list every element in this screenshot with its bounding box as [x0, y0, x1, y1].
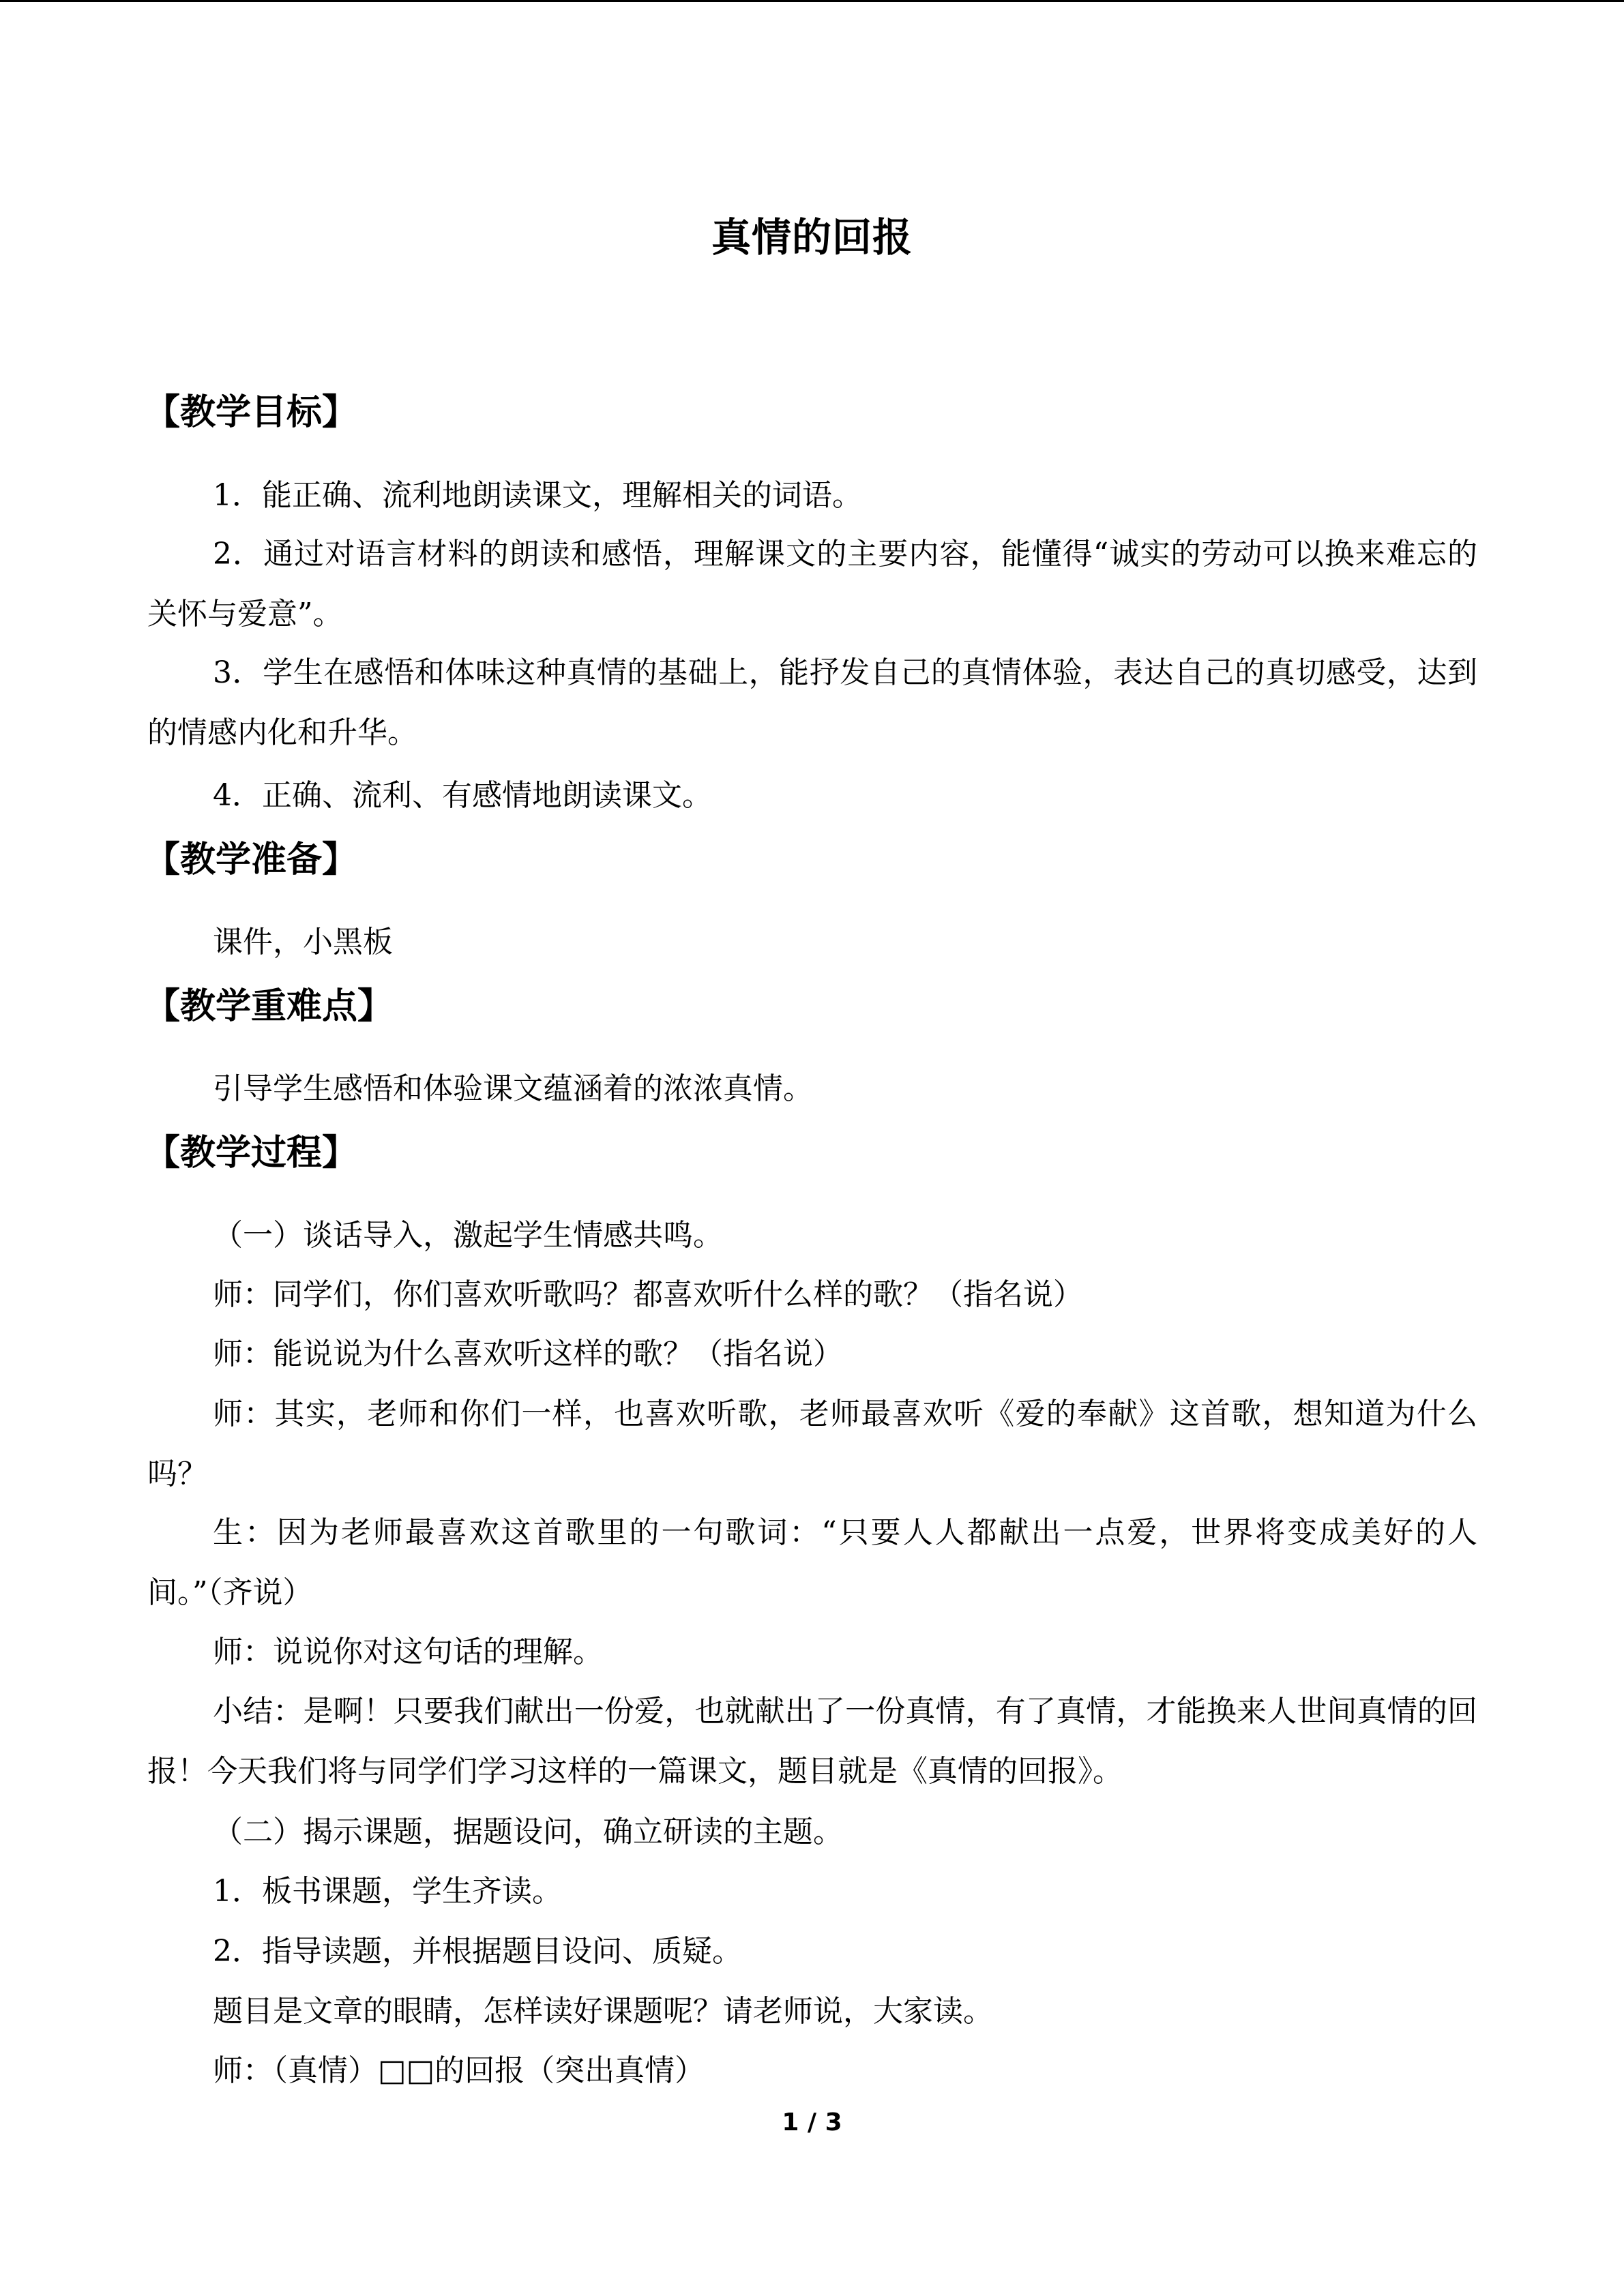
paragraph: 师：（真情）□□的回报（突出真情）	[213, 2053, 705, 2088]
paragraph: 题目是文章的眼睛，怎样读好课题呢？请老师说，大家读。	[213, 1994, 993, 2029]
paragraph: 1．板书课题，学生齐读。	[213, 1874, 562, 1909]
paragraph: 师：能说说为什么喜欢听这样的歌？（指名说）	[213, 1337, 843, 1371]
paragraph: 师：说说你对这句话的理解。	[213, 1635, 603, 1669]
page-number: 1 / 3	[782, 2108, 842, 2136]
paragraph: （二）揭示课题，据题设问，确立研读的主题。	[213, 1815, 843, 1849]
paragraph: 师：同学们，你们喜欢听歌吗？都喜欢听什么样的歌？（指名说）	[213, 1277, 1083, 1312]
paragraph: 引导学生感悟和体验课文蕴涵着的浓浓真情。	[213, 1071, 813, 1106]
document-title: 真情的回报	[711, 214, 913, 260]
paragraph: 4．正确、流利、有感情地朗读课文。	[213, 778, 712, 813]
paragraph: 3．学生在感悟和体味这种真情的基础上，能抒发自己的真情体验，表达自己的真切感受，达到的情感内化和升华。	[147, 655, 1477, 750]
paragraph: （一）谈话导入，激起学生情感共鸣。	[213, 1218, 723, 1253]
paragraph: 生：因为老师最喜欢这首歌里的一句歌词：“只要人人都献出一点爱，世界将变成美好的人间。”（齐说）	[147, 1515, 1477, 1610]
paragraph: 师：其实，老师和你们一样，也喜欢听歌，老师最喜欢听《爱的奉献》这首歌，想知道为什么吗？	[147, 1397, 1477, 1491]
section-heading-teaching-process: 【教学过程】	[145, 1133, 358, 1174]
paragraph: 1．能正确、流利地朗读课文，理解相关的词语。	[213, 478, 862, 513]
paragraph: 课件，小黑板	[213, 925, 393, 959]
section-heading-preparation: 【教学准备】	[145, 839, 358, 880]
section-heading-key-points: 【教学重难点】	[145, 986, 394, 1027]
paragraph: 小结：是啊！只要我们献出一份爱，也就献出了一份真情，有了真情，才能换来人世间真情的回报！今天我们将与同学们学习这样的一篇课文，题目就是《真情的回报》。	[147, 1694, 1477, 1789]
paragraph: 2．指导读题，并根据题目设问、质疑。	[213, 1934, 742, 1969]
section-heading-teaching-goals: 【教学目标】	[145, 392, 358, 433]
paragraph: 2．通过对语言材料的朗读和感悟，理解课文的主要内容，能懂得“诚实的劳动可以换来难忘的关怀与爱意”。	[147, 537, 1477, 631]
